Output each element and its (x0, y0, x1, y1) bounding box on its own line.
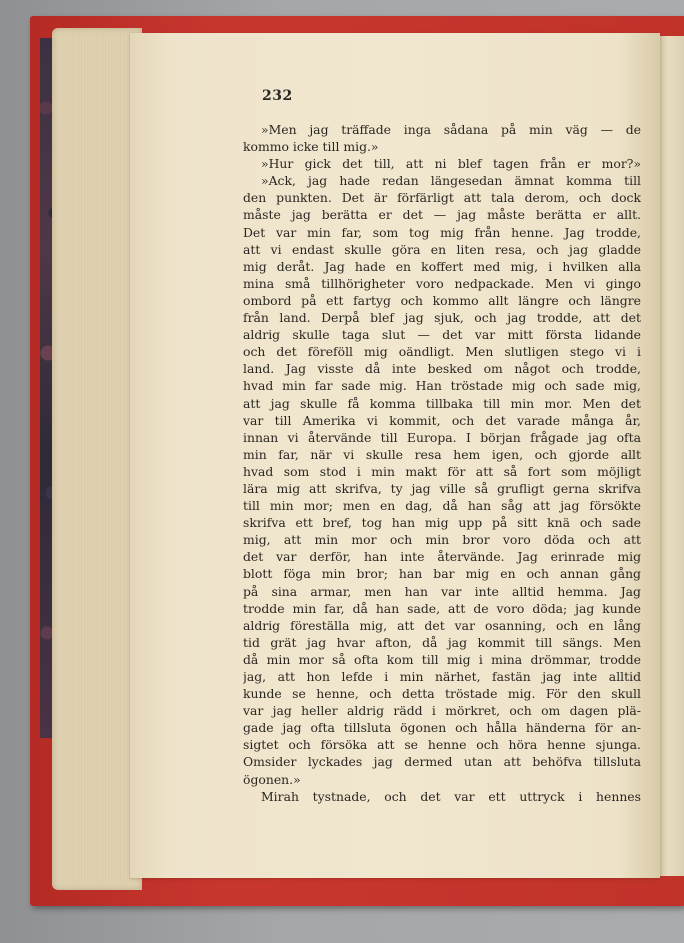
text-line: att jag skulle få komma tillbaka till min mor. Men det (243, 395, 641, 411)
text-line: aldrig föreställa mig, att det var osanning, och en lång (243, 617, 641, 633)
text-line: »Ack, jag hade redan längesedan ämnat komma till (261, 173, 641, 189)
text-line: mina små tillhörigheter voro nedpackade. Men vi gingo (243, 275, 641, 291)
text-line: Mirah tystnade, och det var ett uttryck i hennes (261, 788, 641, 804)
text-line: hvad som stod i min makt för att så fort som möjligt (243, 463, 641, 479)
text-line: den punkten. Det är förfärligt att tala derom, och dock (243, 190, 641, 206)
text-line: blott föga min bror; han bar mig en och annan gång (243, 566, 641, 582)
text-line: på sina armar, men han var inte alltid hemma. Jag (243, 583, 641, 599)
text-line: min far, när vi skulle resa hem igen, och gjorde allt (243, 446, 641, 462)
text-line: måste jag berätta er det — jag måste berätta er allt. (243, 207, 641, 223)
facing-page-edge (658, 36, 684, 876)
text-line: innan vi återvände till Europa. I början frågade jag ofta (243, 429, 641, 445)
text-line: var till Amerika vi kommit, och det varade många år, (243, 412, 641, 428)
text-line: Omsider lyckades jag dermed utan att behöfva tillsluta (243, 754, 641, 770)
text-line: mig, att min mor och min bror voro döda och att (243, 532, 641, 548)
text-line: mig deråt. Jag hade en koffert med mig, i hvilken alla (243, 258, 641, 274)
text-line: aldrig skulle taga slut — det var mitt första lidande (243, 327, 641, 343)
text-line: land. Jag visste då inte besked om något och trodde, (243, 361, 641, 377)
text-line: det var derför, han inte återvände. Jag erinrade mig (243, 549, 641, 565)
text-line: ombord på ett fartyg och kommo allt längre och längre (243, 292, 641, 308)
text-line: tid grät jag hvar afton, då jag kommit till sängs. Men (243, 634, 641, 650)
text-line: kunde se henne, och detta tröstade mig. För den skull (243, 686, 641, 702)
text-line: jag, att hon lefde i min närhet, fastän jag inte alltid (243, 669, 641, 684)
text-line: hvad min far sade mig. Han tröstade mig och sade mig, (243, 378, 641, 394)
text-line: lära mig att skrifva, ty jag ville så grufligt gerna skrifva (243, 480, 641, 496)
text-line: skrifva ett bref, tog han mig upp på sitt knä och sade (243, 515, 641, 531)
text-line: gade jag ofta tillsluta ögonen och hålla händerna för an- (243, 720, 641, 736)
text-line: Det var min far, som tog mig från henne. Jag trodde, (243, 224, 641, 240)
text-line: att vi endast skulle göra en liten resa, och jag gladde (243, 241, 641, 257)
text-line: och det föreföll mig oändligt. Men slutligen stego vi i (243, 344, 641, 360)
text-line: ögonen.» (243, 771, 301, 787)
text-line: »Hur gick det till, att ni blef tagen från er mor?» (261, 156, 641, 172)
text-line: var jag heller aldrig rädd i mörkret, och om dagen plä- (243, 703, 641, 719)
text-line: kommo icke till mig.» (243, 139, 379, 155)
text-line: »Men jag träffade inga sådana på min väg — de (261, 122, 641, 137)
page-text (243, 121, 641, 805)
text-line: till min mor; men en dag, då han såg att jag försökte (243, 498, 641, 514)
text-line: trodde min far, då han sade, att de voro döda; jag kunde (243, 600, 641, 616)
text-line: sigtet och försöka att se henne och höra henne sjunga. (243, 737, 641, 753)
text-line: från land. Derpå blef jag sjuk, och jag trodde, att det (243, 310, 641, 326)
text-line: då min mor så ofta kom till mig i mina drömmar, trodde (243, 651, 641, 667)
page-number: 232 (262, 88, 293, 104)
page-edges (52, 28, 142, 890)
